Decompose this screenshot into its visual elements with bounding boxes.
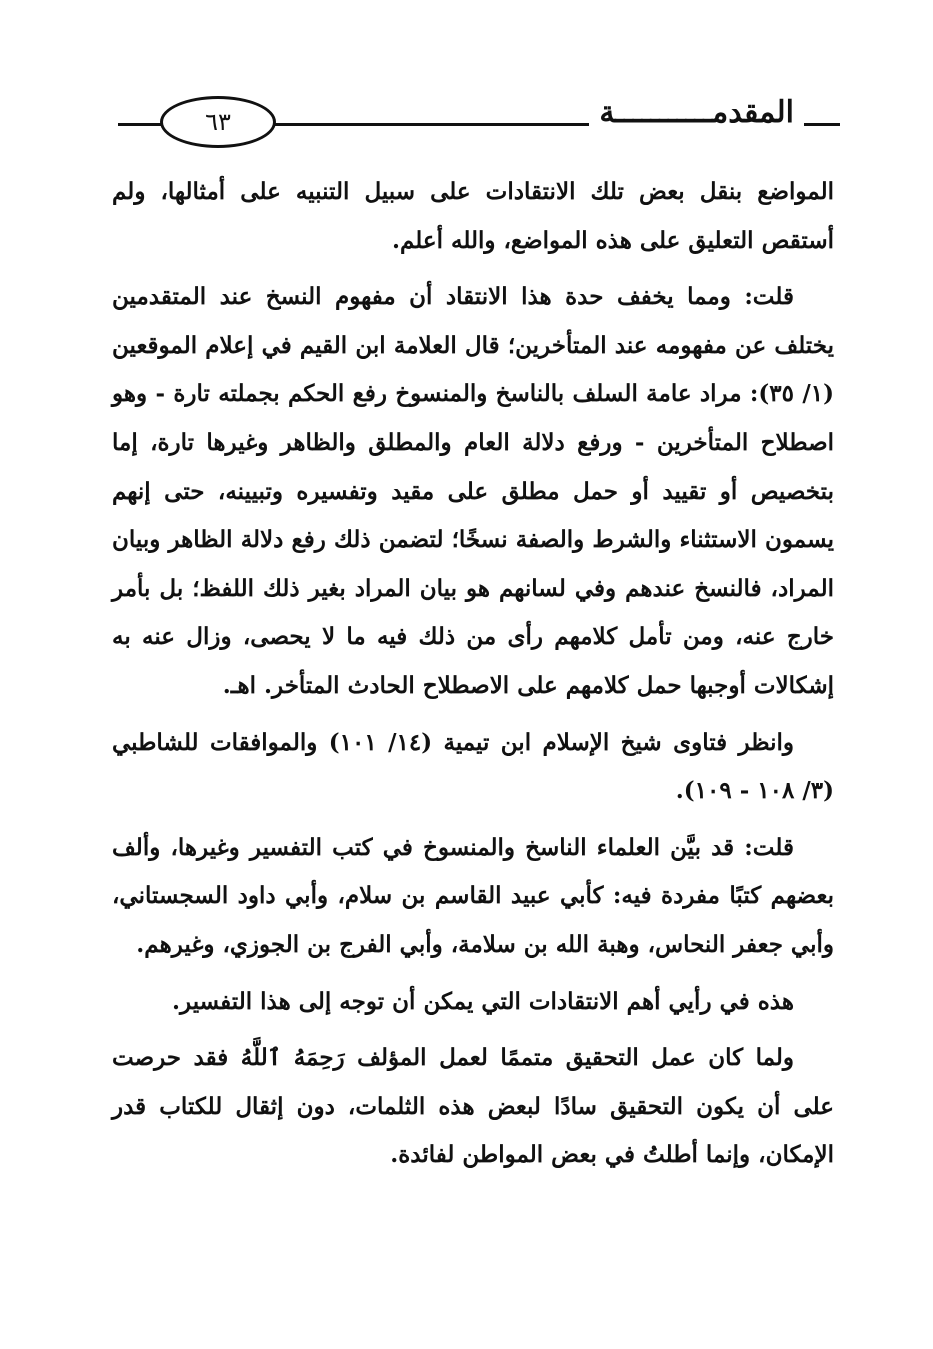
paragraph: ولما كان عمل التحقيق متممًا لعمل المؤلف رَحِمَهُ ٱللَّهُ فقد حرصت على أن يكون التحقيق سادًا لبعض هذه الثلمات، دون إثقال للكتاب قدر الإمكان، وإنما أطلتُ في بعض المواطن لفائدة. (112, 1044, 834, 1169)
paragraph: قلت: قد بيَّن العلماء الناسخ والمنسوخ في كتب التفسير وغيرها، وألف بعضهم كتبًا مفردة فيه: كأبي عبيد القاسم بن سلام، وأبي داود السجستاني، وأبي جعفر النحاس، وهبة الله بن سلامة، وأبي الفرج بن الجوزي، وغيرهم. (112, 833, 834, 958)
page-number: ٦٣ (160, 96, 276, 148)
page-body (112, 168, 834, 1188)
paragraph: المواضع بنقل بعض تلك الانتقادات على سبيل التنبيه على أمثالها، ولم أستقص التعليق على هذه المواضع، والله أعلم. (112, 178, 834, 254)
paragraph: وانظر فتاوى شيخ الإسلام ابن تيمية (١٤/ ١٠١) والموافقات للشاطبي (٣/ ١٠٨ - ١٠٩). (112, 728, 834, 805)
running-header (118, 92, 840, 156)
paragraph: هذه في رأيي أهم الانتقادات التي يمكن أن توجه إلى هذا التفسير. (172, 987, 794, 1015)
chapter-title: المقدمـــــــــــة (589, 93, 804, 133)
paragraph: قلت: ومما يخفف حدة هذا الانتقاد أن مفهوم النسخ عند المتقدمين يختلف عن مفهومه عند المتأخرين؛ قال العلامة ابن القيم في إعلام الموقعين (١/ ٣٥): مراد عامة السلف بالناسخ والمنسوخ رفع الحكم بجملته تارة - وهو اصطلاح المتأخرين - ورفع دلالة العام والمطلق والظاهر وغيرها تارة، إما بتخصيص أو تقييد أو حمل مطلق على مقيد وتفسيره وتبيينه، حتى إنهم يسمون الاستثناء والشرط والصفة نسخًا؛ لتضمن ذلك رفع دلالة الظاهر وبيان المراد، فالنسخ عندهم وفي لسانهم هو بيان المراد بغير ذلك اللفظ؛ بل بأمر خارج عنه، ومن تأمل كلامهم رأى من ذلك فيه ما لا يحصى، وزال عنه به إشكالات أوجبها حمل كلامهم على الاصطلاح الحادث المتأخر. اهـ. (112, 283, 834, 699)
